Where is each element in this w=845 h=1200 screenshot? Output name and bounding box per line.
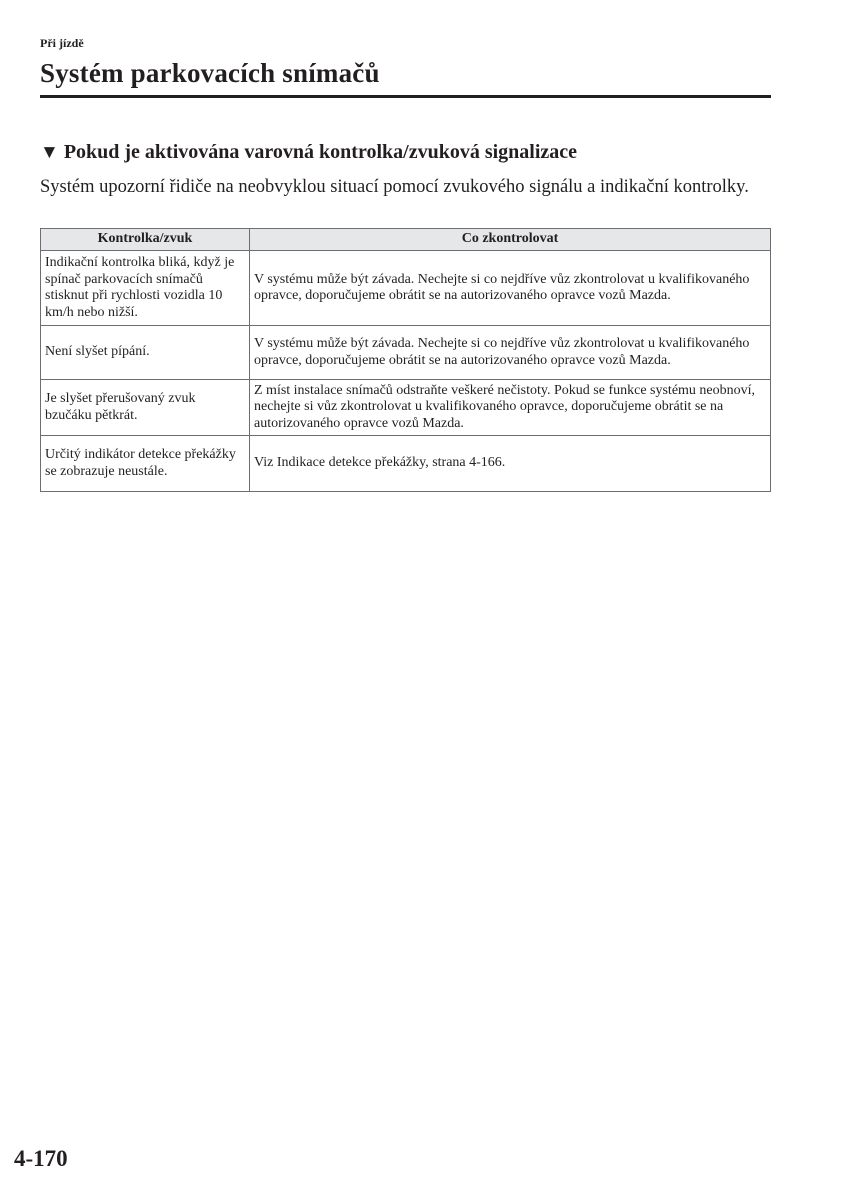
table-row	[41, 251, 771, 326]
check-cell: V systému může být závada. Nechejte si co nejdříve vůz zkontrolovat u kvalifikovaného opravce, doporučujeme obrátit se na autorizovaného opravce vozů Mazda.	[250, 326, 771, 380]
signal-cell: Je slyšet přerušovaný zvuk bzučáku pětkrát.	[41, 380, 250, 436]
table-header-row	[41, 229, 771, 251]
table-row	[41, 326, 771, 380]
table-row	[41, 436, 771, 492]
section-heading-text: Pokud je aktivována varovná kontrolka/zvuková signalizace	[63, 141, 578, 163]
section-heading	[40, 139, 577, 166]
chapter-label: Při jízdě	[40, 36, 84, 50]
check-cell: V systému může být závada. Nechejte si co nejdříve vůz zkontrolovat u kvalifikovaného opravce, doporučujeme obrátit se na autorizovaného opravce vozů Mazda.	[250, 251, 771, 326]
table-row	[41, 380, 771, 436]
column-header-check: Co zkontrolovat	[250, 229, 771, 251]
warning-table	[40, 228, 771, 492]
check-cell: Z míst instalace snímačů odstraňte veškeré nečistoty. Pokud se funkce systému neobnoví, nechejte si vůz zkontrolovat u kvalifikovaného opravce, doporučujeme obrátit se na autorizovaného opravce vozů Mazda.	[250, 380, 771, 436]
page-number: 4-170	[14, 1146, 68, 1171]
page-title: Systém parkovacích snímačů	[40, 58, 380, 88]
triangle-down-icon: ▼	[40, 142, 59, 163]
signal-cell: Indikační kontrolka bliká, když je spínač parkovacích snímačů stisknut při rychlosti vozidla 10 km/h nebo nižší.	[41, 251, 250, 326]
intro-paragraph: Systém upozorní řidiče na neobvyklou situací pomocí zvukového signálu a indikační kontrolky.	[40, 177, 749, 197]
signal-cell: Určitý indikátor detekce překážky se zobrazuje neustále.	[41, 436, 250, 492]
column-header-signal: Kontrolka/zvuk	[41, 229, 250, 251]
check-cell: Viz Indikace detekce překážky, strana 4-166.	[250, 436, 771, 492]
title-divider	[40, 95, 771, 98]
signal-cell: Není slyšet pípání.	[41, 326, 250, 380]
